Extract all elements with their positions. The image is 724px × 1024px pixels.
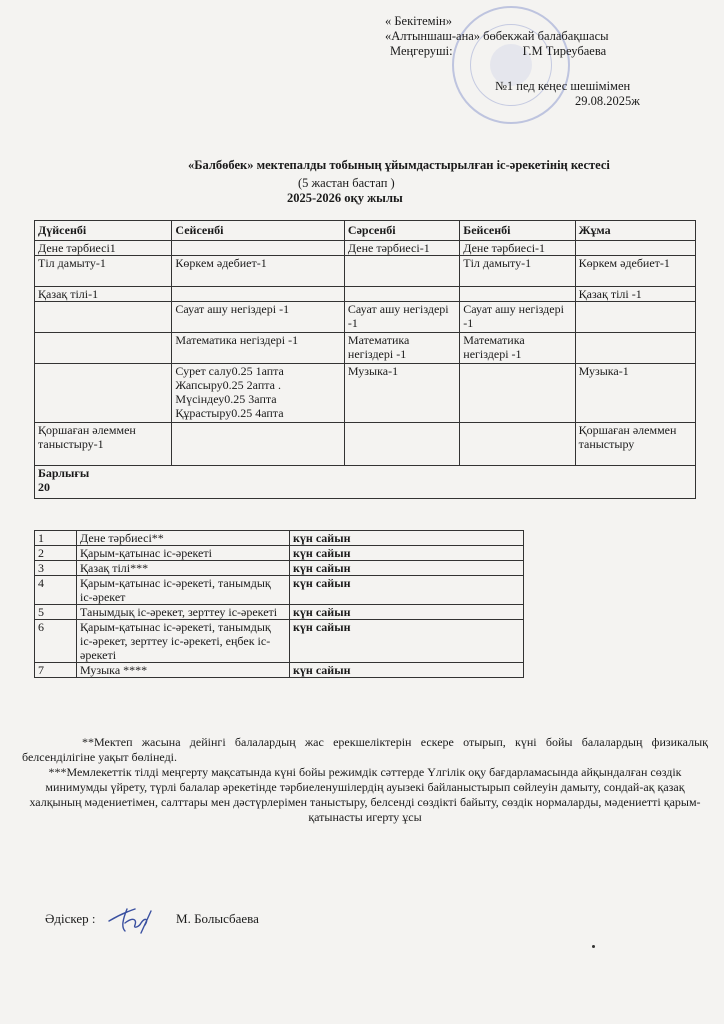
- head-line: [385, 44, 640, 59]
- schedule-header-row: [35, 221, 696, 241]
- schedule-cell: Сауат ашу негіздері -1: [460, 302, 575, 333]
- schedule-cell: Математика негіздері -1: [172, 333, 345, 364]
- weekly-schedule-table: [34, 220, 696, 499]
- daily-activity: Дене тәрбиесі**: [77, 531, 290, 546]
- schedule-cell: Дене тәрбиесі1: [35, 241, 172, 256]
- footnote-physical: **Мектеп жасына дейінгі балалардың жас ерекшеліктерін ескере отырып, күні бойы балалардың физикалық белсенділігіне уақыт бөлінеді.: [22, 735, 708, 764]
- total-label: Барлығы: [38, 466, 90, 480]
- academic-year: 2025-2026 оқу жылы: [287, 191, 403, 205]
- daily-activity: Қазақ тілі***: [77, 561, 290, 576]
- schedule-row: [35, 287, 696, 302]
- schedule-cell: Көркем әдебиет-1: [172, 256, 345, 287]
- daily-frequency: күн сайын: [290, 663, 524, 678]
- daily-activity: Қарым-қатынас іс-әрекеті, танымдық іс-әрекет, зерттеу іс-әрекеті, еңбек іс-әрекеті: [77, 620, 290, 663]
- schedule-cell: Сауат ашу негіздері -1: [172, 302, 345, 333]
- schedule-cell: [35, 333, 172, 364]
- schedule-cell: Сурет салу0.25 1апта Жапсыру0.25 2апта . Мүсіндеу0.25 3апта Құрастыру0.25 4апта: [172, 364, 345, 423]
- schedule-cell: [460, 423, 575, 466]
- daily-activity: Қарым-қатынас іс-әрекеті: [77, 546, 290, 561]
- schedule-cell: Музыка-1: [575, 364, 695, 423]
- head-name: Г.М Тиреубаева: [522, 44, 607, 58]
- daily-frequency: күн сайын: [290, 605, 524, 620]
- daily-frequency: күн сайын: [290, 561, 524, 576]
- document-subtitle: (5 жастан бастап ): [298, 176, 395, 190]
- daily-frequency: күн сайын: [290, 531, 524, 546]
- daily-row: [35, 620, 524, 663]
- schedule-cell: Сауат ашу негіздері -1: [344, 302, 459, 333]
- document-title: «Балбөбек» мектепалды тобының ұйымдастырылған іс-әрекетінің кестесі: [188, 158, 610, 172]
- schedule-cell: [460, 364, 575, 423]
- institution-name: «Алтыншаш-ана» бөбекжай балабақшасы: [385, 29, 609, 43]
- footnotes: [22, 735, 708, 825]
- approval-heading: « Бекітемін»: [385, 14, 452, 28]
- daily-number: 1: [35, 531, 77, 546]
- signature-block: [45, 905, 259, 935]
- council-decision: №1 пед кеңес шешімімен: [495, 79, 631, 93]
- daily-row: [35, 663, 524, 678]
- schedule-cell: Дене тәрбиесі-1: [344, 241, 459, 256]
- schedule-cell: [344, 287, 459, 302]
- schedule-cell: Тіл дамыту-1: [460, 256, 575, 287]
- daily-activity: Қарым-қатынас іс-әрекеті, танымдық іс-әрекет: [77, 576, 290, 605]
- daily-number: 5: [35, 605, 77, 620]
- daily-row: [35, 531, 524, 546]
- schedule-cell: [35, 302, 172, 333]
- daily-row: [35, 561, 524, 576]
- daily-number: 7: [35, 663, 77, 678]
- day-header: Бейсенбі: [460, 221, 575, 241]
- schedule-row: [35, 423, 696, 466]
- daily-frequency: күн сайын: [290, 576, 524, 605]
- daily-row: [35, 546, 524, 561]
- schedule-row: [35, 333, 696, 364]
- schedule-cell: [172, 423, 345, 466]
- schedule-cell: Қазақ тілі-1: [35, 287, 172, 302]
- schedule-cell: Қазақ тілі -1: [575, 287, 695, 302]
- schedule-cell: Қоршаған әлеммен таныстыру: [575, 423, 695, 466]
- handwritten-signature: [105, 905, 165, 935]
- schedule-total-row: [35, 466, 696, 499]
- schedule-cell: [575, 302, 695, 333]
- daily-number: 6: [35, 620, 77, 663]
- daily-number: 3: [35, 561, 77, 576]
- schedule-row: [35, 241, 696, 256]
- schedule-cell: [344, 423, 459, 466]
- schedule-row: [35, 302, 696, 333]
- daily-frequency: күн сайын: [290, 546, 524, 561]
- schedule-cell: [460, 287, 575, 302]
- signer-role: Әдіскер :: [45, 910, 96, 926]
- daily-activity: Музыка ****: [77, 663, 290, 678]
- approval-date: 29.08.2025ж: [575, 94, 640, 108]
- schedule-cell: Дене тәрбиесі-1: [460, 241, 575, 256]
- schedule-cell: [172, 241, 345, 256]
- day-header: Сәрсенбі: [344, 221, 459, 241]
- total-cell: [35, 466, 696, 499]
- schedule-cell: [172, 287, 345, 302]
- schedule-row: [35, 364, 696, 423]
- scan-speck: [592, 945, 595, 948]
- daily-row: [35, 605, 524, 620]
- daily-activities-table: [34, 530, 524, 678]
- signer-name: М. Болысбаева: [176, 910, 259, 926]
- schedule-cell: [35, 364, 172, 423]
- schedule-cell: Математика негіздері -1: [344, 333, 459, 364]
- daily-activity: Танымдық іс-әрекет, зерттеу іс-әрекеті: [77, 605, 290, 620]
- schedule-row: [35, 256, 696, 287]
- schedule-cell: Қоршаған әлеммен таныстыру-1: [35, 423, 172, 466]
- schedule-cell: Математика негіздері -1: [460, 333, 575, 364]
- schedule-cell: [344, 256, 459, 287]
- schedule-cell: Көркем әдебиет-1: [575, 256, 695, 287]
- day-header: Дүйсенбі: [35, 221, 172, 241]
- schedule-cell: [575, 333, 695, 364]
- total-value: 20: [38, 480, 50, 494]
- day-header: Сейсенбі: [172, 221, 345, 241]
- schedule-cell: Музыка-1: [344, 364, 459, 423]
- approval-block: [385, 14, 640, 109]
- daily-number: 2: [35, 546, 77, 561]
- daily-number: 4: [35, 576, 77, 605]
- footnote-language: ***Мемлекеттік тілді меңгерту мақсатында күні бойы режимдік сәттерде Үлгілік оқу бағдарламасында айқындалған сөздік минимумды үйрету, түрлі балалар әрекетінде тәрбиеленушілердің ауызекі байланыстырып сөйлеуін дамыту, сондай-ақ қазақ халқының мәдениетімен, салттары мен дәстүрлерімен таныстыру, белсенді сөздікті байыту, сөздік нормаларды, мәдениетті қарым-қатынасты игерту ұсы: [29, 765, 701, 824]
- daily-row: [35, 576, 524, 605]
- daily-frequency: күн сайын: [290, 620, 524, 663]
- schedule-cell: [575, 241, 695, 256]
- schedule-cell: Тіл дамыту-1: [35, 256, 172, 287]
- head-role: Меңгеруші:: [390, 44, 453, 58]
- day-header: Жұма: [575, 221, 695, 241]
